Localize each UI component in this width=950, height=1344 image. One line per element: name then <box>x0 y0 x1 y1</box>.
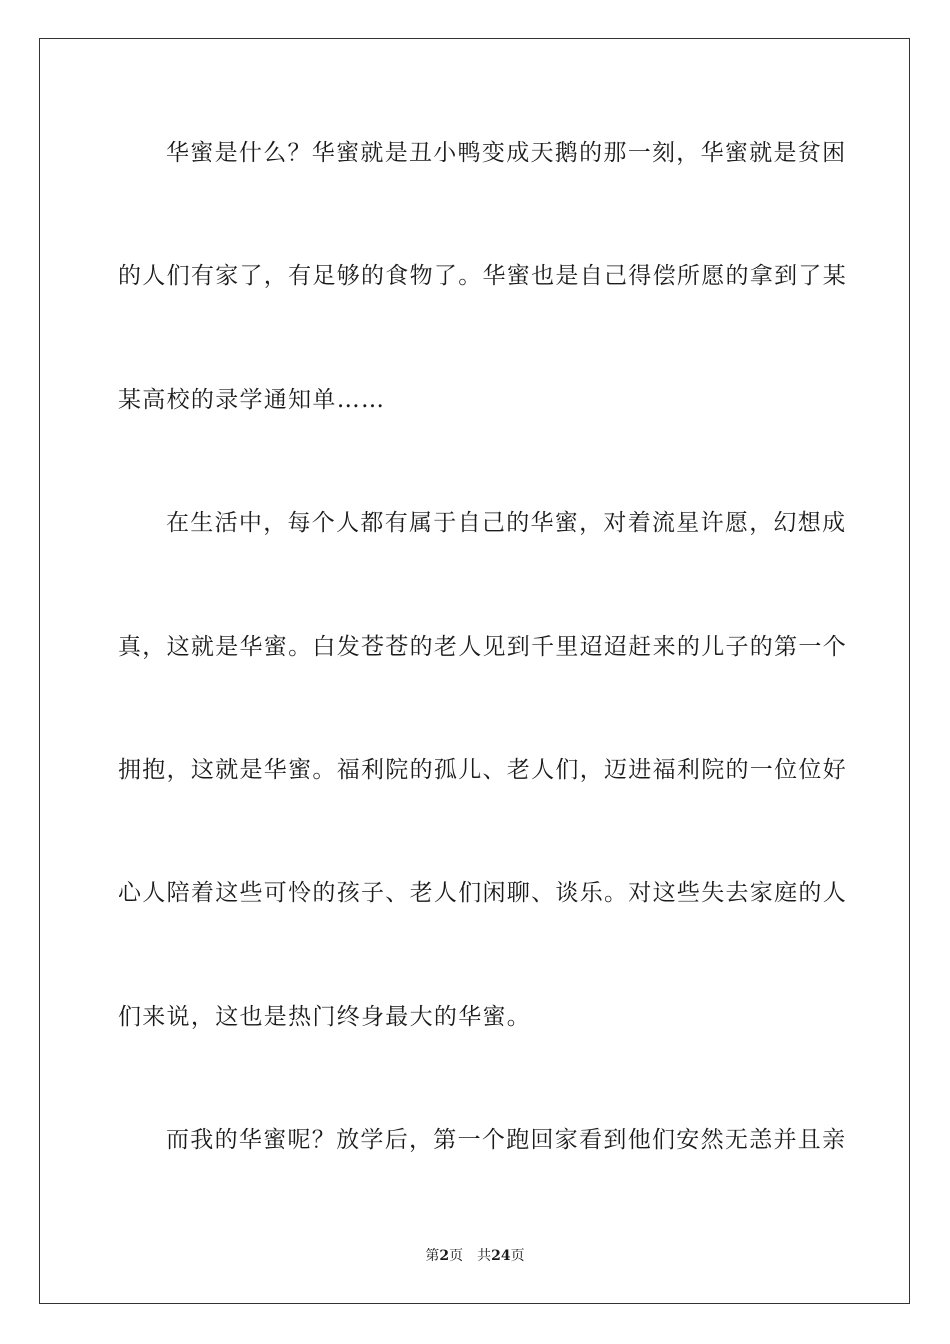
page-number: 2 <box>439 1248 450 1264</box>
paragraph-2-line-1: 在生活中，每个人都有属于自己的华蜜，对着流星许愿，幻想成 <box>166 510 847 536</box>
page-border <box>39 38 910 1304</box>
paragraph-3-line-1: 而我的华蜜呢？放学后，第一个跑回家看到他们安然无恙并且亲 <box>166 1127 847 1153</box>
paragraph-2-line-5: 们来说，这也是热门终身最大的华蜜。 <box>118 1004 532 1030</box>
paragraph-2-line-4: 心人陪着这些可怜的孩子、老人们闲聊、谈乐。对这些失去家庭的人 <box>118 880 847 906</box>
total-pages: 24 <box>491 1248 511 1264</box>
page-prefix: 第 <box>425 1248 440 1264</box>
total-suffix: 页 <box>510 1248 525 1264</box>
paragraph-2-line-3: 拥抱，这就是华蜜。福利院的孤儿、老人们，迈进福利院的一位位好 <box>118 757 847 783</box>
page-footer <box>0 1247 950 1265</box>
paragraph-1-line-2: 的人们有家了，有足够的食物了。华蜜也是自己得偿所愿的拿到了某 <box>118 263 847 289</box>
paragraph-2-line-2: 真，这就是华蜜。白发苍苍的老人见到千里迢迢赶来的儿子的第一个 <box>118 634 847 660</box>
page-suffix: 页 <box>449 1248 464 1264</box>
paragraph-1-line-3: 某高校的录学通知单…… <box>118 387 386 413</box>
paragraph-1-line-1: 华蜜是什么？华蜜就是丑小鸭变成天鹅的那一刻，华蜜就是贫困 <box>166 140 847 166</box>
total-prefix: 共 <box>477 1248 492 1264</box>
